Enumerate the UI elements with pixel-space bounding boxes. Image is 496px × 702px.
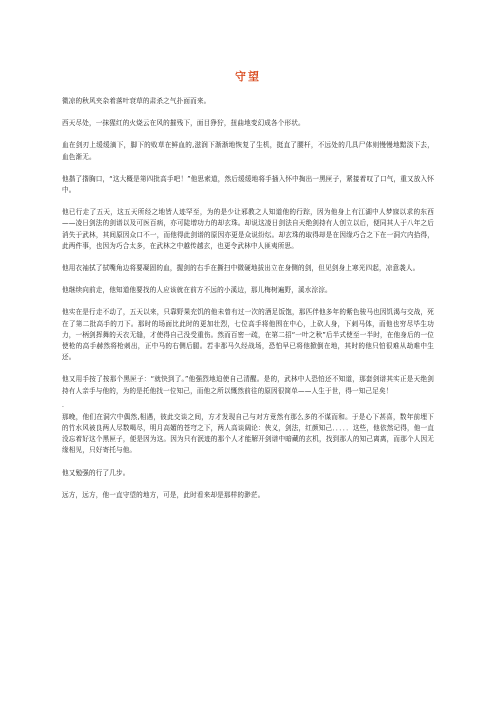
stray-mark: . xyxy=(62,401,65,409)
paragraph: 他揩了揩胸口，“这大概是第四批高手吧！”他思索道，然后缓缓地将手插入怀中掏出一黑匣子，紧接着叹了口气，重又放入怀中。 xyxy=(62,174,434,195)
paragraph: 他继续向前走，他知道他要找的人应该就在前方不远的小溪边，那儿梅树遍野，溪水淙淙。 xyxy=(62,286,332,295)
paragraph: 他用衣袖拭了拭嘴角边将要凝固的血，握剑的右手在撕扫中微硬地拔出立在身侧的剑，但见剑身上寒光四起，凉意袭人。 xyxy=(62,264,420,273)
paragraph: 远方，远方，他一直守望的地方，可是，此时看来却是那样的渺茫。 xyxy=(62,490,265,499)
paragraph: 他又勉强的行了几步。 xyxy=(62,468,130,477)
paragraph: 那晚，他们在洞穴中偶然,相遇，彼此交谈之间，方才发现自己与对方竟然有那么多的不谋而和。于是心下甚喜，数年前埋下的竹水风被良两人尽数喝尽，明月高媚的苍穹之下，两人高谈阔论：侠义，剑法，红颜知己．．．．．这些，他依然记得，他一直没忘着好这个黑匣子，便是因为这。因为只有泯迹的那个人才能解开剑谱中暗藏的玄机，找到那人的知己离离，而那个人因无缘相见，只好寄托与他。 xyxy=(62,412,434,455)
paragraph: 血在剑刃上缓缓滴下，脚下的败草在鲜血的,滋润下渐渐地恢复了生机，挺直了腰杆，不远处的几具尸体则慢慢地黯淡下去，血色渐无。 xyxy=(62,141,434,161)
paragraph: 他已行走了五天，这五天所经之地皆人迹罕至，为的是少让邪教之人知道他的行踪，因为他身上有江湖中人梦寐以求的东西——凌日剑法的剑谱以及可医百病，亦可陡增功力的却玄珠。却说这凌日剑法自天绝剑持有人创立以后，便同其人于八年之后消失于武林，其间原因众口不一，而他得此剑谱的原因亦更是众说纷纭。却玄珠的取得却是在因缘巧合之下在一洞穴内拾得，此两件事，也因为巧合太多，在武林之中越传越玄，也更令武林中人匪夷所思。 xyxy=(62,208,434,250)
paragraph: 微凉的秋风夹杂着落叶衰草的肃杀之气扑面而来。 xyxy=(62,97,211,105)
document-title: 守望 xyxy=(235,70,261,83)
paragraph: 他又用手按了按那个黑匣子：“就快到了。”他强烈地迫使自己清醒。是的，武林中人恐怕还不知道，那套剑谱其实正是天绝剑持有人亲手与他的，为的是托他找一位知己，而他之所以慨然前往的原因很简单——人生于世，得一知己足矣！ xyxy=(62,375,434,395)
document-body xyxy=(62,96,434,512)
paragraph: 他实在是行走不动了，五天以来，只靠野果充饥的他未曾有过一次的酒足饭饱，那匹伴他多年的紫色骏马也因饥渴与交战，死在了第二批高手的刀下。那时的场面比此时的更加壮烈，七位高手将他围在中心，上砍人身，下刺马体，而他也穷尽毕生功力，一柄剑挥舞的天衣无缝，才使得自己没受重伤。然而百密一疏，在第二招“一叶之秋”后半式使至一半时，在他身后的一位使枪的高手赫然将枪刺出，正中马的右侧后腿。若非那马久经战场，恐怕早已将他掀倒在地，其时的他只怕很难从劫难中生还。 xyxy=(62,308,434,362)
paragraph: 西天尽处，一抹猩红的火烧云在风的摧残下，面目狰狞，扭曲地变幻成各个形状。 xyxy=(62,119,305,128)
